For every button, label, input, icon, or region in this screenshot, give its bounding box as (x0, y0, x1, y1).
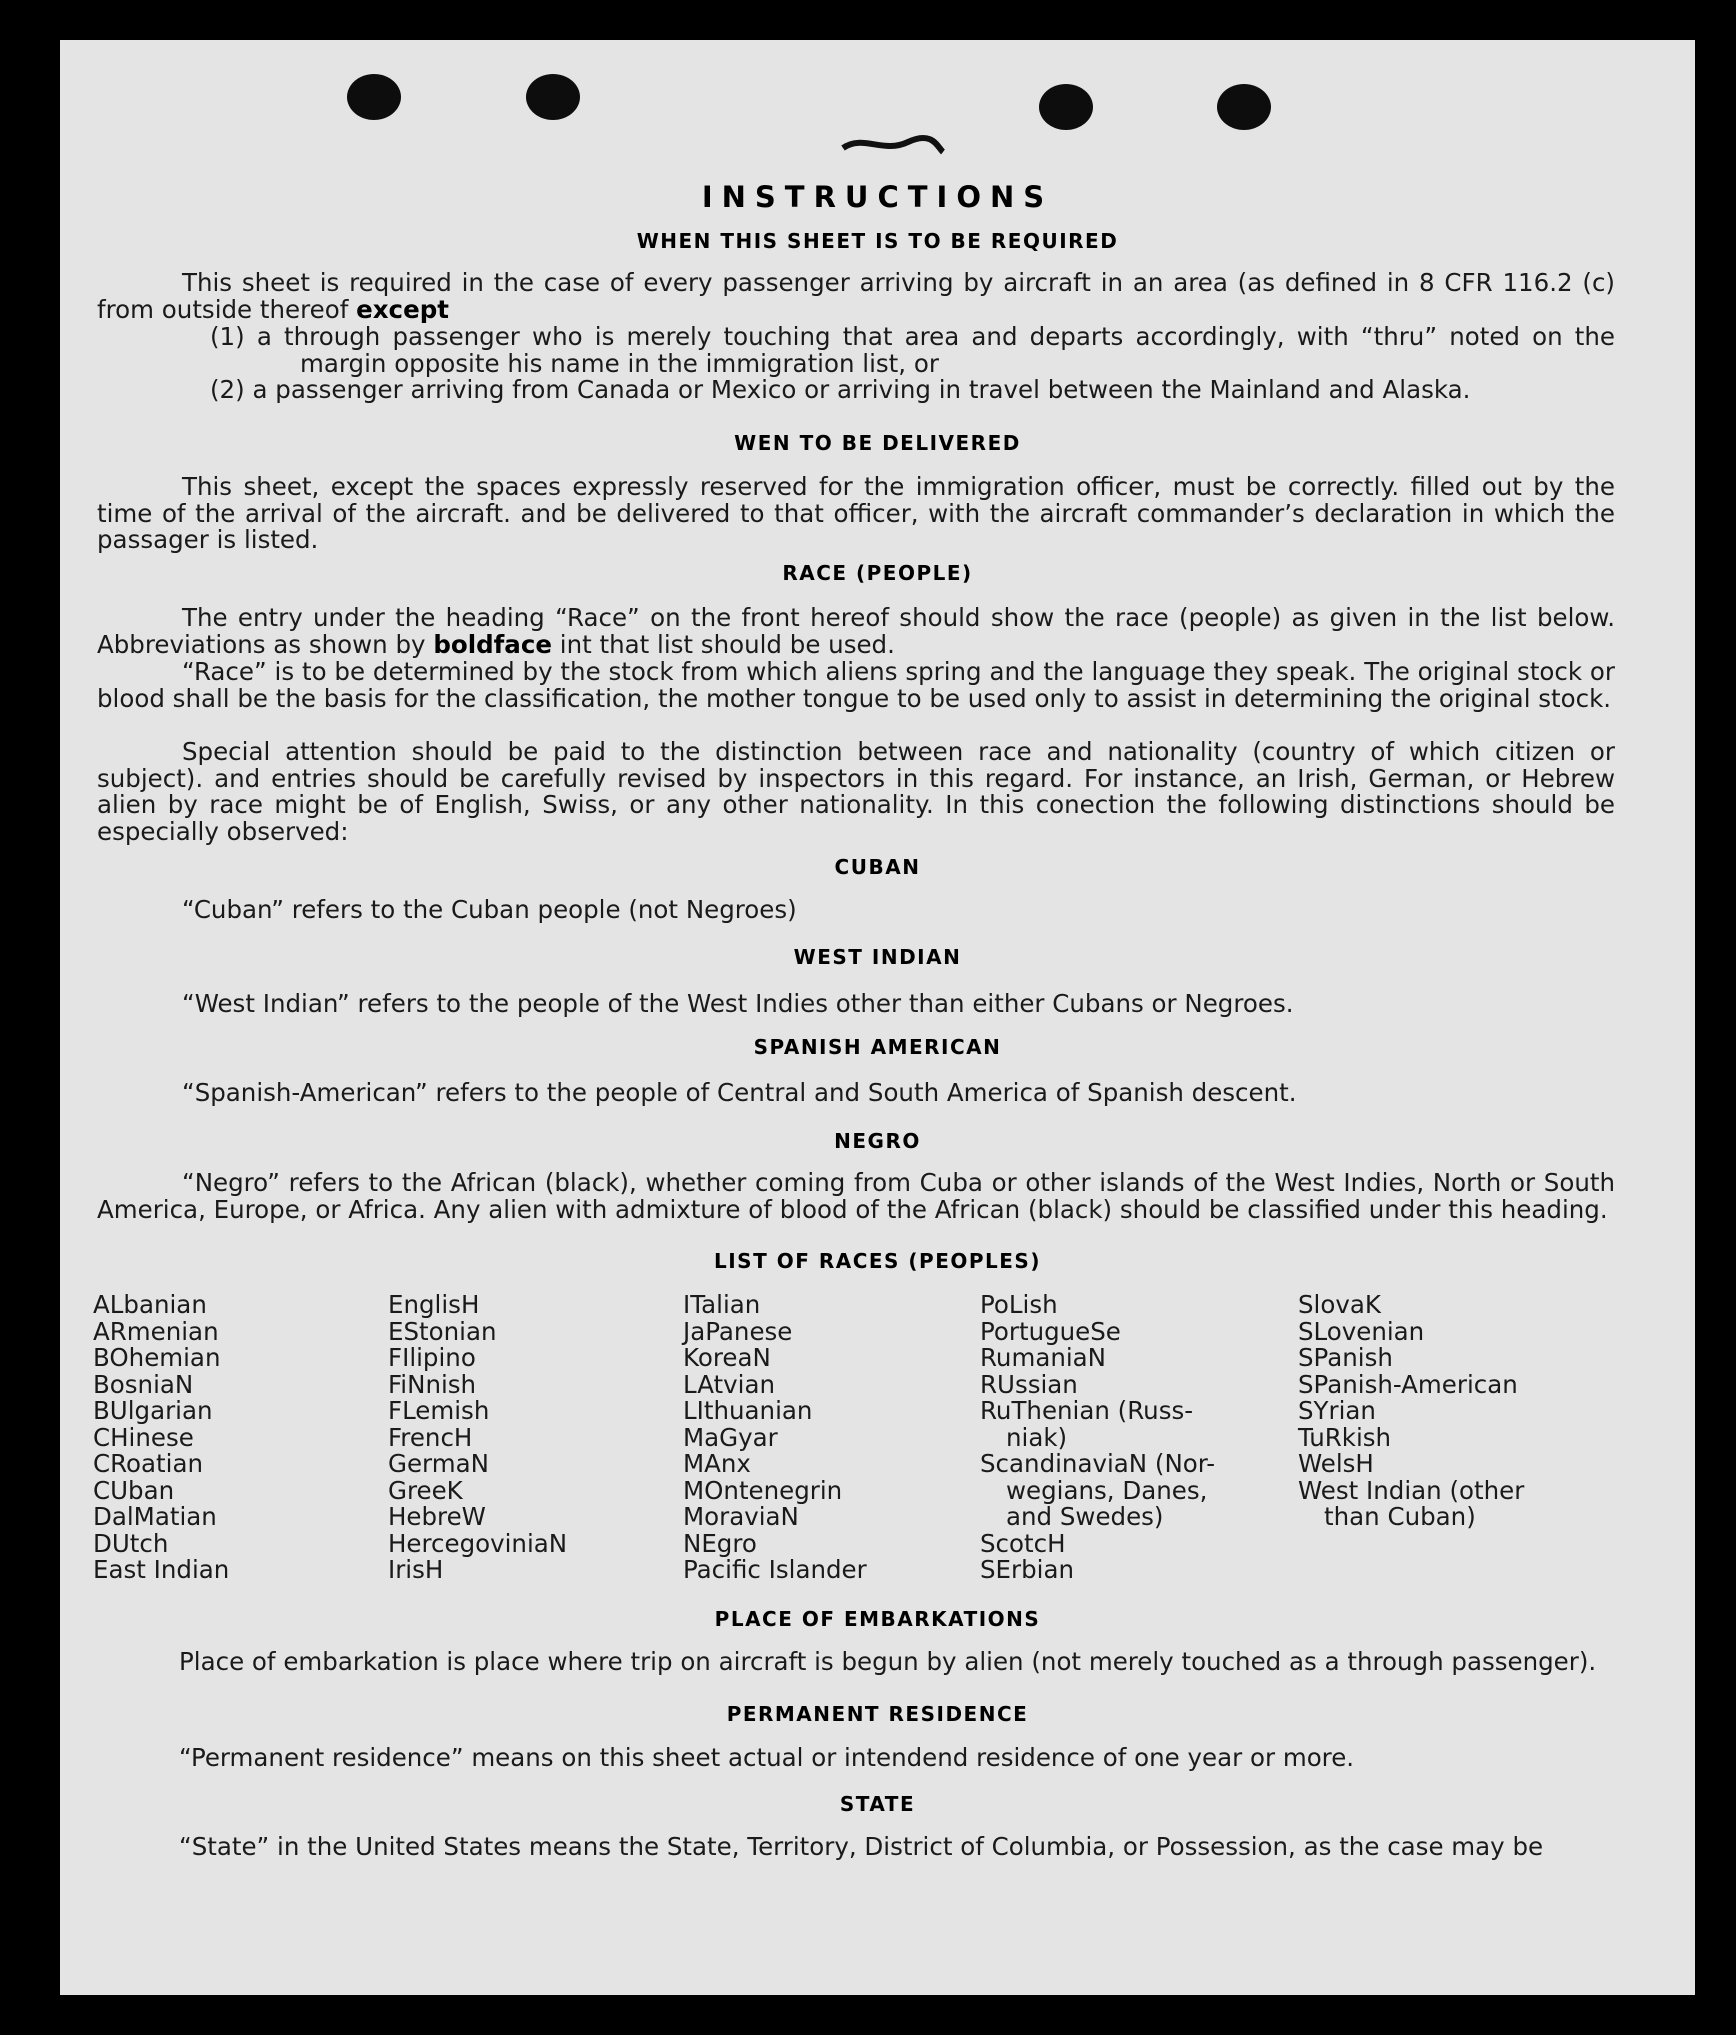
section-heading: STATE (839, 1792, 916, 1816)
page-title: INSTRUCTIONS (701, 180, 1054, 214)
section-heading: RACE (PEOPLE) (782, 561, 973, 585)
race-list-column (683, 1292, 867, 1584)
race-item: GreeK (388, 1475, 463, 1505)
punch-hole (526, 74, 580, 120)
race-item: CUban (93, 1475, 175, 1505)
race-list-column (93, 1292, 229, 1584)
race-item: ALbanian (93, 1290, 207, 1319)
race-item: BUlgarian (93, 1396, 213, 1425)
race-item: FrencH (388, 1422, 473, 1452)
race-item: CHinese (93, 1422, 194, 1452)
race-item: SPanish-American (1298, 1369, 1518, 1399)
paragraph: The entry under the heading “Race” on the front hereof should show the race (people) as given in the list below. Abbreviations as shown by boldface int that list should be used. (97, 603, 1615, 659)
race-item: WelsH (1298, 1449, 1374, 1478)
paragraph: “Negro” refers to the African (black), whether coming from Cuba or other islands of the West Indies, North or South America, Europe, or Africa. Any alien with admixture of blood of the African (black) should be classified under this heading. (97, 1168, 1615, 1224)
race-item: ScotcH (980, 1528, 1066, 1558)
race-item: EStonian (388, 1316, 497, 1346)
race-item: Pacific Islander (683, 1555, 867, 1584)
race-item: BOhemian (93, 1343, 221, 1372)
race-item: TuRkish (1298, 1422, 1392, 1452)
race-item: SlovaK (1298, 1290, 1381, 1319)
section-heading: LIST OF RACES (PEOPLES) (714, 1249, 1041, 1273)
race-item: ITalian (683, 1290, 761, 1319)
punch-hole (1039, 84, 1093, 130)
list-item: (1) a through passenger who is merely touching that area and departs accordingly, with “thru” noted on the margin opposite his name in the immigration list, or (210, 322, 1615, 378)
race-list-column (1298, 1292, 1524, 1531)
paragraph: Place of embarkation is place where trip on aircraft is begun by alien (not merely touched as a through passenger). (179, 1647, 1597, 1676)
punch-hole (1217, 84, 1271, 130)
race-item: HebreW (388, 1502, 486, 1531)
paragraph: “Race” is to be determined by the stock from which aliens spring and the language they speak. The original stock or blood shall be the basis for the classification, the mother tongue to be used only to assist in determining the original stock. (97, 657, 1615, 713)
race-list-column (388, 1292, 567, 1584)
race-item: MOntenegrin (683, 1475, 843, 1505)
race-item: PortugueSe (980, 1316, 1121, 1346)
race-item: JaPanese (683, 1316, 793, 1346)
race-item: ARmenian (93, 1316, 219, 1346)
section-heading: PERMANENT RESIDENCE (726, 1702, 1029, 1726)
race-list-column (980, 1292, 1215, 1584)
race-item: LIthuanian (683, 1396, 813, 1425)
section-heading: CUBAN (834, 855, 921, 879)
race-item: KoreaN (683, 1343, 771, 1372)
race-item: SLovenian (1298, 1316, 1425, 1346)
race-item: BosniaN (93, 1369, 194, 1399)
paragraph: This sheet is required in the case of every passenger arriving by aircraft in an area (as defined in 8 CFR 116.2 (c) from outside thereof except (97, 268, 1615, 324)
punch-hole (347, 74, 401, 120)
race-item: East Indian (93, 1555, 230, 1584)
paragraph: “State” in the United States means the State, Territory, District of Columbia, or Possession, as the case may be (179, 1832, 1544, 1861)
paragraph: This sheet, except the spaces expressly reserved for the immigration officer, must be correctly. filled out by the time of the arrival of the aircraft. and be delivered to that officer, with the aircraft commander’s declaration in which the passager is listed. (97, 472, 1615, 554)
race-item: FLemish (388, 1396, 490, 1425)
race-item: GermaN (388, 1449, 489, 1478)
race-item: EnglisH (388, 1290, 480, 1319)
race-item: RuThenian (Russ- (980, 1396, 1194, 1425)
race-item: FiNnish (388, 1369, 477, 1399)
race-item: RUssian (980, 1369, 1078, 1399)
document-page (60, 40, 1695, 1995)
race-item: HercegoviniaN (388, 1528, 568, 1558)
race-item: FIlipino (388, 1343, 476, 1372)
race-item: CRoatian (93, 1449, 203, 1478)
paragraph: Special attention should be paid to the distinction between race and nationality (country of which citizen or subject). and entries should be carefully revised by inspectors in this regard. For instance, an Irish, German, or Hebrew alien by race might be of English, Swiss, or any other nationality. In this conection the following distinctions should be especially observed: (97, 737, 1615, 846)
section-heading: WHEN THIS SHEET IS TO BE REQUIRED (636, 229, 1119, 253)
section-heading: NEGRO (834, 1129, 921, 1153)
race-item: SYrian (1298, 1396, 1376, 1425)
paragraph: “West Indian” refers to the people of the West Indies other than either Cubans or Negroes. (182, 989, 1294, 1018)
race-item: RumaniaN (980, 1343, 1107, 1372)
race-item: NEgro (683, 1528, 757, 1558)
race-item: SErbian (980, 1555, 1075, 1584)
bleed-through-mark (838, 130, 948, 160)
section-heading: SPANISH AMERICAN (753, 1035, 1002, 1059)
section-heading: PLACE OF EMBARKATIONS (714, 1607, 1041, 1631)
race-item: wegians, Danes, (1006, 1475, 1208, 1505)
race-item: SPanish (1298, 1343, 1393, 1372)
race-item: than Cuban) (1324, 1502, 1476, 1531)
paragraph: “Spanish-American” refers to the people of Central and South America of Spanish descent. (182, 1078, 1297, 1107)
list-item: (2) a passenger arriving from Canada or Mexico or arriving in travel between the Mainland and Alaska. (210, 375, 1471, 404)
race-item: MAnx (683, 1449, 751, 1478)
race-item: ScandinaviaN (Nor- (980, 1449, 1216, 1478)
race-item: and Swedes) (1006, 1502, 1164, 1531)
race-item: West Indian (other (1298, 1475, 1525, 1505)
race-item: DalMatian (93, 1502, 217, 1531)
race-item: niak) (1006, 1422, 1068, 1452)
race-item: MaGyar (683, 1422, 778, 1452)
section-heading: WEST INDIAN (793, 945, 962, 969)
race-item: IrisH (388, 1555, 444, 1584)
race-item: MoraviaN (683, 1502, 799, 1531)
race-item: PoLish (980, 1290, 1058, 1319)
race-item: LAtvian (683, 1369, 775, 1399)
paragraph: “Permanent residence” means on this sheet actual or intendend residence of one year or more. (179, 1743, 1355, 1772)
race-item: DUtch (93, 1528, 169, 1558)
section-heading: WEN TO BE DELIVERED (734, 431, 1021, 455)
paragraph: “Cuban” refers to the Cuban people (not Negroes) (182, 895, 797, 924)
